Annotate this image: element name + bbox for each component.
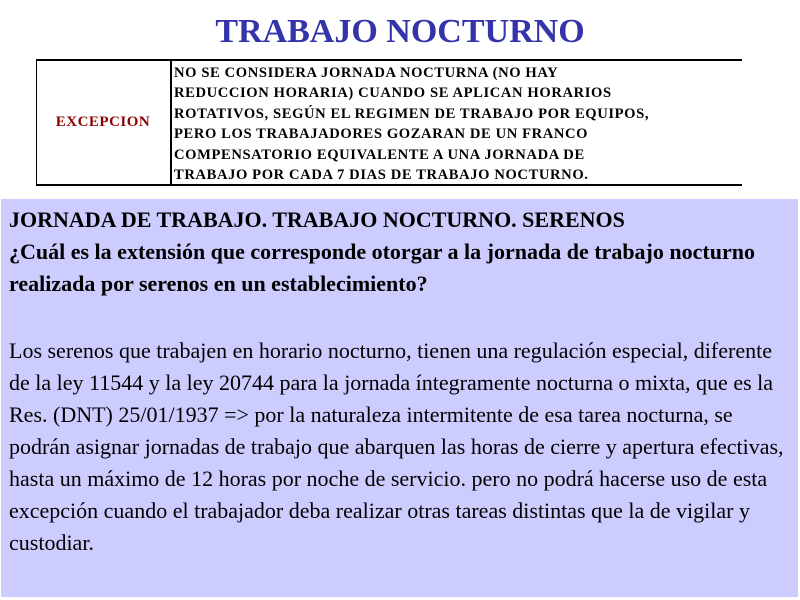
table-column-divider xyxy=(170,61,172,184)
exception-text: NO SE CONSIDERA JORNADA NOCTURNA (NO HAY REDUCCION HORARIA) CUANDO SE APLICAN HORARIOS ROTATIVOS, SEGÚN EL REGIMEN DE TRABAJO POR EQUIPOS, PERO LOS TRABAJADORES GOZARAN DE UN FRANCO COMPENSATORIO EQUIVALENTE A UNA JORNADA DE TRABAJO POR CADA 7 DIAS DE TRABAJO NOCTURNO. xyxy=(174,65,650,184)
qa-box xyxy=(1,199,798,597)
exception-table xyxy=(36,59,742,186)
exception-label: EXCEPCION xyxy=(55,114,151,130)
qa-heading: JORNADA DE TRABAJO. TRABAJO NOCTURNO. SERENOS xyxy=(9,207,625,232)
qa-question: ¿Cuál es la extensión que corresponde otorgar a la jornada de trabajo nocturno realizada por serenos en un establecimiento? xyxy=(9,239,755,296)
qa-answer: Los serenos que trabajen en horario nocturno, tienen una regulación especial, diferente de la ley 11544 y la ley 20744 para la jornada íntegramente nocturna o mixta, que es la Res. (DNT) 25/01/1937 => por la naturaleza intermitente de esa tarea nocturna, se podrán asignar jornadas de trabajo que abarquen las horas de cierre y apertura efectivas, hasta un máximo de 12 horas por noche de servicio. pero no podrá hacerse uso de esta excepción cuando el trabajador deba realizar otras tareas distintas que la de vigilar y custodiar. xyxy=(9,338,784,555)
page-title: TRABAJO NOCTURNO xyxy=(215,13,585,50)
